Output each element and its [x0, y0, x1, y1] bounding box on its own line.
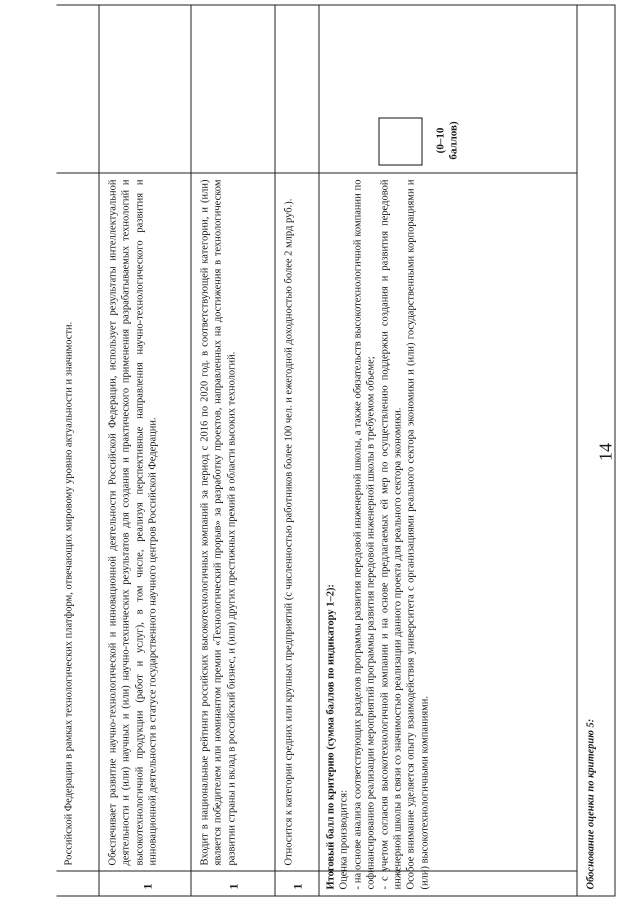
- total-line: Оценка производится:: [338, 789, 350, 890]
- criterion-row-text: Обеспечивает развитие научно-технологической и инновационной деятельности Российской Федерации, использует результаты интеллектуальной деятельности и (или) научных и (или) научно-технических результатов для создания и практического применения разрабатываемых технологий и высокотехнологичной продукции (работ и услуг), в том числе, реализуя перспективные направления научно-технологического развития и инновационной деятельности в статусе государственного научного центров Российской Федерации.: [107, 179, 159, 866]
- total-line: - с учетом согласия высокотехнологичной компании и на основе предлагаемых ей мер по осуществлению поддержки создания и развития передовой инженерной школы в связи со значимостью реализации данного проекта для реального сектора экономики.: [379, 179, 404, 890]
- points-range-label: (0–10 баллов): [434, 121, 460, 160]
- row-score: 1: [290, 883, 305, 890]
- criterion-row-text: Входит в национальные рейтинги российских высокотехнологичных компаний за период с 2016 по 2020 год. в соответствующей категории, и (или) является победителем или номинантом премии «Технологический прорыв» за разработку проектов, направленных на достижения в технологическом развитии страны и вклад в российский бизнес, и (или) других престижных премий в области высоких технологий.: [199, 179, 238, 866]
- intro-text: Российской Федерации в рамках технологических платформ, отвечающих мировому уровню актуальности и значимости.: [63, 321, 75, 866]
- column-divider: [57, 173, 577, 174]
- criterion-row-text: Относится к категории средних или крупных предприятий (с численностью работников более 100 чел. и ежегодной доходностью более 2 млрд руб.).: [283, 198, 295, 866]
- page-number: 14: [595, 443, 616, 461]
- criterion-table: [57, 5, 616, 897]
- row-score: 1: [140, 883, 155, 890]
- score-input-box[interactable]: [379, 118, 423, 166]
- total-heading: Итоговый балл по критерию (сумма баллов по индикатору 1–2):: [325, 584, 337, 890]
- row-divider: [275, 6, 276, 896]
- row-divider: [319, 6, 320, 896]
- row-divider: [577, 6, 578, 896]
- total-block: [325, 180, 432, 890]
- row-divider: [191, 6, 192, 896]
- total-line: - на основе анализа соответствующих разделов программы развития передовой инженерной школы, а также обязательств высокотехнологичной компании по софинансированию реализации мероприятий программы развития передовой инженерной школы в требуемом объеме;: [352, 179, 377, 890]
- row-score: 1: [226, 883, 241, 890]
- criterion-table-page: [1, 0, 640, 905]
- justification-heading: Обоснование оценки по критерию 5:: [585, 718, 597, 890]
- column-divider: [57, 871, 577, 872]
- total-line: Особое внимание уделяется опыту взаимодействия университета с организациями реального сектора экономики и (или) государственными корпорациями и (или) высокотехнологичными компаниями.: [405, 179, 431, 890]
- row-divider: [99, 6, 100, 896]
